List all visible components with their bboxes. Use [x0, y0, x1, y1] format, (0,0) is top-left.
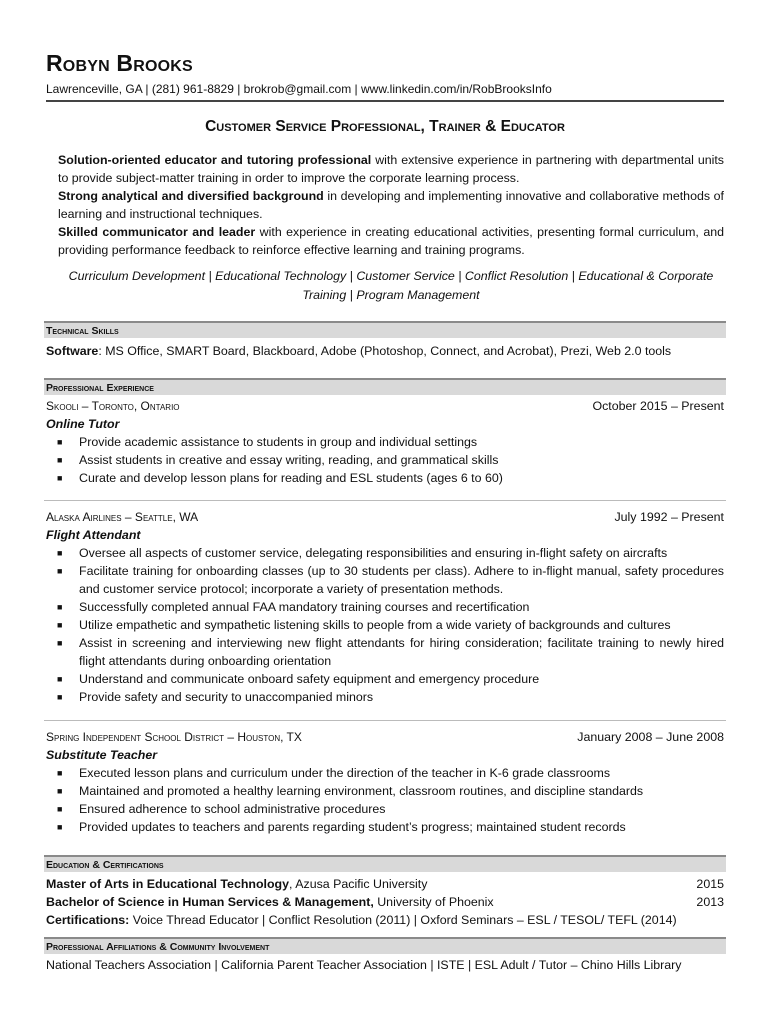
list-item: ■ Executed lesson plans and curriculum under the direction of the teacher in K-6 grade classrooms	[57, 766, 611, 780]
contact-line: Lawrenceville, GA | (281) 961-8829 | brokrob@gmail.com | www.linkedin.com/in/RobBrooksInfo	[46, 82, 552, 96]
job-title: Flight Attendant	[46, 528, 141, 542]
employer: Skooli – Toronto, Ontario	[46, 399, 180, 413]
software-line: Software: MS Office, SMART Board, Blackboard, Adobe (Photoshop, Connect, and Acrobat), Prezi, Web 2.0 tools	[46, 344, 672, 358]
job-bullets	[46, 433, 724, 487]
summary-item: Solution-oriented educator and tutoring professional with extensive experience in partnering with departmental units to provide subject-matter training in order to improve the corporate learning process.	[58, 153, 724, 185]
summary-item: Skilled communicator and leader with experience in creating educational activities, presenting formal curriculum, and providing performance feedback to reinforce effective learning and training programs.	[58, 225, 724, 257]
headline: Customer Service Professional, Trainer & Educator	[205, 118, 565, 135]
employer: Spring Independent School District – Houston, TX	[46, 730, 302, 744]
list-item: ■ Curate and develop lesson plans for reading and ESL students (ages 6 to 60)	[57, 471, 503, 485]
job-header	[46, 508, 724, 526]
list-item: ■ Provide safety and security to unaccompanied minors	[57, 690, 374, 704]
list-item: ■ Provided updates to teachers and parents regarding student’s progress; maintained student records	[57, 820, 626, 834]
section-heading-education: Education & Certifications	[44, 855, 726, 872]
summary-item: Strong analytical and diversified background in developing and implementing innovative and collaborative methods of learning and instructional techniques.	[58, 189, 724, 221]
header-rule	[46, 100, 724, 102]
job-dates: October 2015 – Present	[592, 399, 724, 413]
job-title: Online Tutor	[46, 417, 120, 431]
candidate-name: Robyn Brooks	[46, 50, 193, 76]
degree-line: Bachelor of Science in Human Services & Management, University of Phoenix 2013	[46, 895, 724, 909]
list-item: ■ Assist in screening and interviewing new flight attendants for hiring consideration; facilitate training to newly hired flight attendants during onboarding orientation	[57, 636, 724, 668]
job-separator	[44, 720, 726, 721]
list-item: ■ Facilitate training for onboarding classes (up to 30 students per class). Adhere to in-flight manual, safety procedures and customer service protocol; incorporate a variety of presentation methods.	[57, 564, 724, 596]
affiliations-line: National Teachers Association | California Parent Teacher Association | ISTE | ESL Adult / Tutor – Chino Hills Library	[46, 958, 682, 972]
job-dates: January 2008 – June 2008	[577, 730, 724, 744]
list-item: ■ Assist students in creative and essay writing, reading, and grammatical skills	[57, 453, 499, 467]
job-header	[46, 728, 724, 746]
certifications-line: Certifications: Voice Thread Educator | Conflict Resolution (2011) | Oxford Seminars – ESL / TESOL/ TEFL (2014)	[46, 913, 677, 927]
section-heading-affiliations: Professional Affiliations & Community Involvement	[44, 937, 726, 954]
list-item: ■ Oversee all aspects of customer service, delegating responsibilities and ensuring in-flight safety on aircrafts	[57, 546, 668, 560]
job-separator	[44, 500, 726, 501]
degree-line: Master of Arts in Educational Technology, Azusa Pacific University 2015	[46, 877, 724, 891]
degree-year: 2015	[696, 877, 724, 891]
job-header	[46, 397, 724, 415]
section-heading-experience: Professional Experience	[44, 378, 726, 395]
list-item: ■ Maintained and promoted a healthy learning environment, classroom routines, and discipline standards	[57, 784, 644, 798]
job-bullets	[46, 764, 724, 836]
degree-year: 2013	[696, 895, 724, 909]
list-item: ■ Utilize empathetic and sympathetic listening skills to people from a wide variety of backgrounds and cultures	[57, 618, 671, 632]
keywords: Curriculum Development | Educational Technology | Customer Service | Conflict Resolution | Educational & Corporate Training | Program Management	[68, 269, 714, 302]
employer: Alaska Airlines – Seattle, WA	[46, 510, 199, 524]
list-item: ■ Provide academic assistance to students in group and individual settings	[57, 435, 478, 449]
list-item: ■ Successfully completed annual FAA mandatory training courses and recertification	[57, 600, 530, 614]
job-title: Substitute Teacher	[46, 748, 158, 762]
job-bullets	[46, 544, 724, 706]
section-heading-technical-skills: Technical Skills	[44, 321, 726, 338]
list-item: ■ Understand and communicate onboard safety equipment and emergency procedure	[57, 672, 540, 686]
summary	[58, 151, 724, 259]
job-dates: July 1992 – Present	[614, 510, 724, 524]
list-item: ■ Ensured adherence to school administrative procedures	[57, 802, 386, 816]
